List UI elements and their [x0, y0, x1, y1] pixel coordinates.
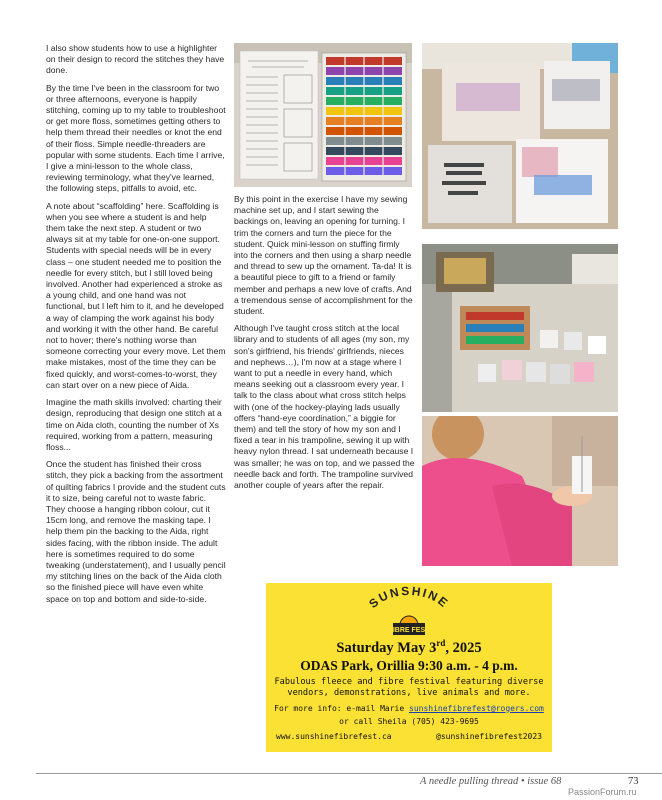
paragraph: By the time I've been in the classroom for two or three afternoons, everyone is happily stitching, coming up to my table to troubleshoot or get more floss, sometimes getting others to help them thread their needles or knot the end of their floss. Simple needle-threaders are popular with some students. Each time I arrive, I give a mini-lesson to the whole class, reviewing terminology, what they've learned, the following steps, pitfalls to avoid, etc.: [46, 82, 226, 194]
email-link[interactable]: sunshinefibrefest@rogers.com: [409, 703, 544, 713]
photo-classroom-table-image: [422, 244, 618, 412]
ad-venue: ODAS Park, Orillia 9:30 a.m. - 4 p.m.: [300, 657, 518, 673]
social-handle: @sunshinefibrefest2023: [436, 731, 542, 741]
photo-pattern-and-floss: [234, 43, 412, 187]
website-link[interactable]: www.sunshinefibrefest.ca: [276, 731, 392, 741]
article-column-middle: [234, 194, 415, 497]
footer-rule: [36, 773, 662, 774]
ad-contact: For more info: e-mail Marie sunshinefibrefest@rogers.com or call Sheila (705) 423-9695 www.sunshinefibrefest.ca @sunshinefibrefest2023: [274, 703, 544, 741]
sunshine-fibre-fest-ad: [266, 583, 552, 752]
photo-finished-stitching: [422, 43, 618, 229]
paragraph: A note about “scaffolding” here. Scaffolding is when you see where a student is and help them take the next step. A student or two always sit at my table for one-on-one support. Students with special needs will be in every class – one student needed me to position the needle for every stitch, but I still loved being involved. Another had experienced a stroke as a young child, and one hand was not functional, but I left him to it, and he developed a way of clamping the work against his body and working it with the other hand. Be careful not to hover; there's nothing worse than someone correcting your every move. Let them make mistakes, most of the time they can be fixed quickly, and worst-comes-to-worst, they can start over on a new piece of Aida.: [46, 200, 226, 390]
photo-pattern-and-floss-image: [234, 43, 412, 187]
photo-student-stitching-image: [422, 416, 618, 566]
svg-text:SUNSHINE: SUNSHINE: [366, 585, 452, 611]
sunshine-logo-icon: [349, 585, 469, 637]
photo-student-stitching: [422, 416, 618, 566]
photo-classroom-table: [422, 244, 618, 412]
paragraph: I also show students how to use a highlighter on their design to record the stitches they have done.: [46, 43, 225, 76]
watermark: PassionForum.ru: [568, 787, 637, 797]
footer-publication: A needle pulling thread • issue 68: [420, 776, 562, 787]
ad-description: Fabulous fleece and fibre festival featuring diverse vendors, demonstrations, live animals and more.: [274, 676, 544, 698]
paragraph: By this point in the exercise I have my sewing machine set up, and I start sewing the backings on, leaving an opening for turning. I trim the corners and turn the piece for the student. Quick mini-lesson on stuffing firmly into the corners and then using a sharp needle and thread to sew up the ornament. Ta-da! It is a beautiful piece to gift to a friend or family member and perhaps a new love of crafts. And a tremendous sense of accomplishment for the student.: [234, 194, 413, 317]
page-number: 73: [628, 776, 639, 787]
paragraph: Once the student has finished their cross stitch, they pick a backing from the assortment of quilting fabrics I provide and the student cuts it to size, being careful not to waste fabric. They choose a hanging ribbon colour, cut it 15cm long, and remove the masking tape. I help them pin the backing to the Aida, right sides facing, with the ribbon inside. The adult here is sometimes required to do some tweaking (understatement), and I usually pencil my stitching lines on the back of the Aida cloth so the finished piece will have even white space on top and bottom and side-to-side.: [46, 459, 226, 604]
paragraph: Imagine the math skills involved: charting their design, reproducing that design one stitch at a time on Aida cloth, counting the number of Xs required, working from a pattern, measuring floss...: [46, 397, 222, 452]
article-column-left: [46, 43, 226, 611]
paragraph: Although I've taught cross stitch at the local library and to students of all ages (my son, my son's girlfriend, his friends' girlfriends, nieces and nephews…), I'm now at a stage where I want to put a needle in every hand, which means seeking out a classroom every year. I talk to the class about what cross stitch helps with (one of the hockey-playing lads usually offers “hand-eye coordination,” a biggie for them) and tell the story of how my son and I fixed a tear in his trampoline, sewing it up with heavy nylon thread. I sat underneath because I was smaller; he was on top, and we passed the needle back and forth. The trampoline survived another couple of years after the repair.: [234, 323, 415, 491]
svg-text:FIBRE FEST: FIBRE FEST: [388, 627, 430, 634]
photo-finished-stitching-image: [422, 43, 618, 229]
ad-date: Saturday May 3rd, 2025: [336, 638, 482, 656]
